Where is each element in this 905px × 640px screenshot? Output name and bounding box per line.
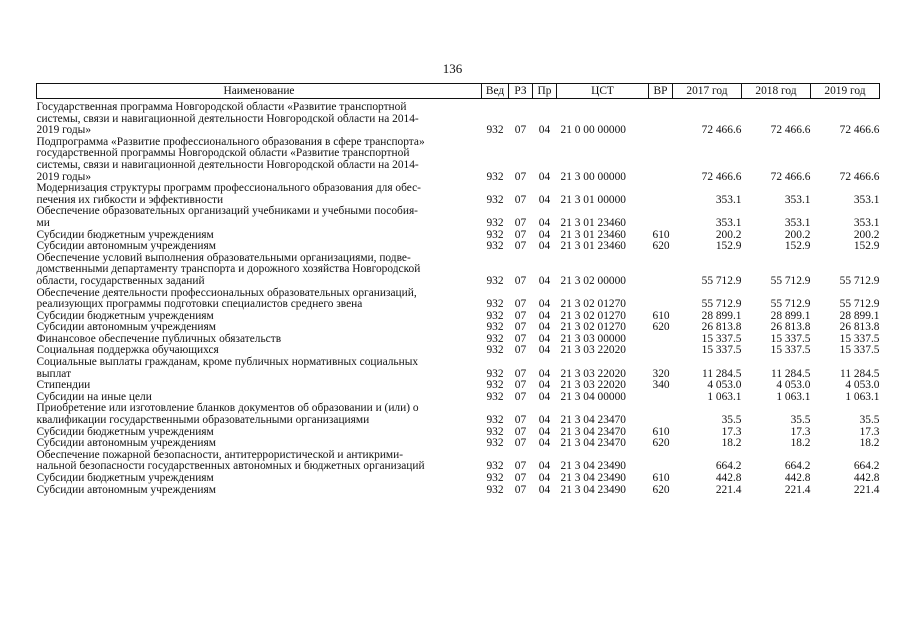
row-vr (649, 137, 673, 183)
row-ved: 932 (486, 344, 504, 357)
row-amount-2019: 17.3 (859, 425, 880, 438)
table-row (37, 380, 880, 392)
row-amount-2017: 72 466.6 (701, 170, 742, 183)
row-amount-2017: 1 063.1 (707, 390, 742, 403)
header-cst: ЦСТ (557, 84, 649, 99)
row-name-line: Субсидии бюджетным учреждениям (36, 228, 214, 241)
row-name-line: Государственная программа Новгородской области «Развитие транспортной (36, 101, 407, 113)
budget-table (36, 83, 880, 496)
row-cst: 21 3 02 01270 (560, 309, 626, 322)
row-amount-2017: 18.2 (721, 437, 742, 450)
row-cst: 21 3 01 00000 (560, 193, 626, 206)
row-vr (649, 253, 673, 288)
row-amount-2017: 4 053.0 (707, 379, 742, 392)
row-amount-2019: 442.8 (853, 472, 880, 484)
row-name-line: Стипендии (36, 379, 91, 392)
row-cst: 21 3 03 00000 (560, 332, 626, 345)
row-name (37, 403, 482, 426)
row-pr: 04 (538, 367, 551, 380)
row-cst: 21 3 04 23490 (560, 460, 626, 473)
row-amount-2019: 353.1 (853, 216, 880, 229)
row-amount-2019: 1 063.1 (845, 390, 880, 403)
row-amount-2017: 28 899.1 (701, 309, 742, 322)
row-amount-2019: 35.5 (859, 414, 880, 427)
row-name-line: системы, связи и навигационной деятельности Новгородской области на 2014- (36, 158, 419, 171)
row-amount-2018: 35.5 (790, 414, 811, 427)
row-name-line: системы, связи и навигационной деятельности Новгородской области на 2014- (36, 112, 419, 125)
row-ved: 932 (486, 216, 504, 229)
row-cst: 21 3 04 23470 (560, 414, 626, 427)
row-amount-2019: 4 053.0 (845, 379, 880, 392)
header-2018: 2018 год (742, 84, 811, 99)
row-name-line: Приобретение или изготовление бланков документов об образовании и (или) о (36, 402, 419, 415)
row-rz: 07 (514, 379, 527, 392)
row-amount-2018: 11 284.5 (771, 367, 811, 380)
row-amount-2018: 152.9 (784, 240, 811, 253)
row-name-line: Социальные выплаты гражданам, кроме публичных нормативных социальных (36, 356, 419, 369)
row-ved: 932 (486, 124, 504, 137)
row-amount-2017: 221.4 (715, 483, 742, 496)
row-name-line: выплат (36, 367, 72, 380)
row-name-line: Подпрограмма «Развитие профессионального образования в сфере транспорта» (36, 135, 425, 148)
header-name: Наименование (37, 84, 482, 99)
row-name-line: домственными департаменту транспорта и дорожного хозяйства Новгородской (36, 263, 421, 276)
row-ved: 932 (486, 298, 504, 311)
row-rz: 07 (514, 437, 527, 450)
row-name (37, 473, 482, 485)
row-amount-2017: 55 712.9 (701, 274, 742, 287)
row-cst: 21 3 03 22020 (560, 379, 626, 392)
row-cst: 21 3 00 00000 (560, 170, 626, 183)
row-name-line: Субсидии автономным учреждениям (36, 483, 216, 496)
table-row (37, 485, 880, 497)
row-pr: 04 (538, 472, 551, 484)
row-name-line: Субсидии бюджетным учреждениям (36, 425, 214, 438)
row-cst: 21 3 04 00000 (560, 390, 626, 403)
row-pr: 04 (538, 298, 551, 311)
row-name-line: Субсидии на иные цели (36, 390, 152, 403)
row-name-line: Субсидии автономным учреждениям (36, 321, 216, 334)
row-name-line: Социальная поддержка обучающихся (36, 344, 219, 357)
row-name-line: Обеспечение пожарной безопасности, антитеррористической и антикрими- (36, 448, 404, 461)
row-name (37, 183, 482, 206)
row-name-line: Модернизация структуры программ профессионального образования для обес- (36, 182, 421, 195)
row-amount-2017: 442.8 (715, 472, 742, 484)
row-pr: 04 (538, 414, 551, 427)
row-rz: 07 (514, 228, 527, 241)
row-amount-2019: 221.4 (853, 483, 880, 496)
row-ved: 932 (486, 170, 504, 183)
row-amount-2019: 26 813.8 (839, 321, 880, 334)
table-row (37, 288, 880, 311)
row-rz: 07 (514, 309, 527, 322)
row-amount-2018: 17.3 (790, 425, 811, 438)
table-row (37, 253, 880, 288)
row-rz: 07 (514, 425, 527, 438)
row-amount-2017: 17.3 (721, 425, 742, 438)
row-name-line: Финансовое обеспечение публичных обязательств (36, 332, 282, 345)
row-ved: 932 (486, 274, 504, 287)
row-amount-2017: 353.1 (715, 216, 742, 229)
row-amount-2017: 26 813.8 (701, 321, 742, 334)
row-amount-2017: 15 337.5 (701, 344, 742, 357)
row-amount-2018: 15 337.5 (770, 332, 811, 345)
row-amount-2018: 442.8 (784, 472, 811, 484)
row-cst: 21 3 04 23490 (560, 472, 626, 484)
table-row (37, 137, 880, 183)
row-name (37, 485, 482, 497)
row-amount-2018: 15 337.5 (770, 344, 811, 357)
row-amount-2018: 1 063.1 (776, 390, 811, 403)
row-name-line: Субсидии бюджетным учреждениям (36, 309, 214, 322)
row-ved: 932 (486, 332, 504, 345)
row-amount-2019: 353.1 (853, 193, 880, 206)
row-amount-2018: 4 053.0 (776, 379, 811, 392)
row-amount-2019: 152.9 (853, 240, 880, 253)
row-vr (649, 206, 673, 229)
header-vr: ВР (649, 84, 673, 99)
row-name-line: нальной безопасности государственных автономных и бюджетных организаций (36, 460, 425, 473)
row-cst: 21 3 03 22020 (560, 367, 626, 380)
row-cst: 21 3 01 23460 (560, 228, 626, 241)
row-name-line: 2019 годы» (36, 170, 92, 183)
row-amount-2018: 353.1 (784, 216, 811, 229)
table-row (37, 102, 880, 137)
row-ved: 932 (486, 309, 504, 322)
header-pr: Пр (533, 84, 557, 99)
row-cst: 21 3 04 23470 (560, 437, 626, 450)
row-vr: 340 (652, 379, 670, 392)
row-name-line: Субсидии автономным учреждениям (36, 240, 216, 253)
table-row (37, 403, 880, 426)
row-pr: 04 (538, 344, 551, 357)
row-pr: 04 (538, 170, 551, 183)
row-amount-2017: 200.2 (715, 228, 742, 241)
row-cst: 21 3 01 23460 (560, 240, 626, 253)
row-amount-2019: 664.2 (853, 460, 880, 473)
row-vr (649, 403, 673, 426)
row-rz: 07 (514, 274, 527, 287)
row-name (37, 288, 482, 311)
row-name-line: печения их гибкости и эффективности (36, 193, 224, 206)
row-rz: 07 (514, 332, 527, 345)
table-row (37, 357, 880, 380)
row-cst: 21 3 02 01270 (560, 298, 626, 311)
row-vr: 610 (652, 472, 670, 484)
table-header-row (37, 84, 880, 99)
row-ved: 932 (486, 483, 504, 496)
row-vr: 620 (652, 483, 670, 496)
table-row (37, 473, 880, 485)
table-row (37, 241, 880, 253)
row-vr (649, 288, 673, 311)
row-rz: 07 (514, 124, 527, 137)
row-vr (649, 334, 673, 346)
page-number: 136 (442, 61, 463, 76)
row-rz: 07 (514, 216, 527, 229)
row-amount-2019: 72 466.6 (839, 124, 880, 137)
row-name-line: Субсидии автономным учреждениям (36, 437, 216, 450)
row-pr: 04 (538, 390, 551, 403)
row-amount-2017: 152.9 (715, 240, 742, 253)
row-amount-2019: 200.2 (853, 228, 880, 241)
row-pr: 04 (538, 321, 551, 334)
row-amount-2018: 72 466.6 (770, 170, 811, 183)
row-vr: 320 (652, 367, 670, 380)
header-2019: 2019 год (811, 84, 880, 99)
table-row (37, 183, 880, 206)
row-vr (649, 450, 673, 473)
table-row (37, 450, 880, 473)
row-rz: 07 (514, 472, 527, 484)
row-amount-2018: 55 712.9 (770, 274, 811, 287)
row-name-line: Обеспечение образовательных организаций учебниками и учебными пособия- (36, 205, 418, 218)
row-name-line: квалификации государственными образовательными организациями (36, 414, 370, 427)
row-amount-2018: 28 899.1 (770, 309, 811, 322)
header-ved: Вед (482, 84, 509, 99)
row-name-line: реализующих программы подготовки специалистов среднего звена (36, 298, 363, 311)
row-amount-2019: 11 284.5 (840, 367, 880, 380)
header-rz: РЗ (509, 84, 533, 99)
row-vr: 620 (652, 437, 670, 450)
row-cst: 21 0 00 00000 (560, 124, 626, 137)
row-rz: 07 (514, 390, 527, 403)
row-vr (649, 392, 673, 404)
row-ved: 932 (486, 437, 504, 450)
row-amount-2018: 664.2 (784, 460, 811, 473)
row-name (37, 137, 482, 183)
row-name (37, 253, 482, 288)
row-vr (649, 183, 673, 206)
row-amount-2019: 18.2 (859, 437, 880, 450)
row-vr: 610 (652, 425, 670, 438)
header-2017: 2017 год (673, 84, 742, 99)
row-pr: 04 (538, 240, 551, 253)
row-ved: 932 (486, 390, 504, 403)
row-ved: 932 (486, 425, 504, 438)
row-name-line: 2019 годы» (36, 124, 92, 137)
row-cst: 21 3 02 00000 (560, 274, 626, 287)
row-name (37, 206, 482, 229)
row-ved: 932 (486, 379, 504, 392)
row-ved: 932 (486, 228, 504, 241)
row-amount-2017: 55 712.9 (701, 298, 742, 311)
row-name-line: ми (36, 216, 50, 229)
row-amount-2018: 221.4 (784, 483, 811, 496)
row-rz: 07 (514, 193, 527, 206)
table-row (37, 206, 880, 229)
row-pr: 04 (538, 425, 551, 438)
row-ved: 932 (486, 240, 504, 253)
row-vr (649, 102, 673, 137)
row-ved: 932 (486, 414, 504, 427)
row-cst: 21 3 04 23490 (560, 483, 626, 496)
row-name (37, 357, 482, 380)
row-amount-2019: 15 337.5 (839, 332, 880, 345)
row-pr: 04 (538, 216, 551, 229)
row-cst: 21 3 03 22020 (560, 344, 626, 357)
row-ved: 932 (486, 367, 504, 380)
row-rz: 07 (514, 344, 527, 357)
row-amount-2018: 72 466.6 (770, 124, 811, 137)
row-pr: 04 (538, 124, 551, 137)
row-amount-2018: 26 813.8 (770, 321, 811, 334)
row-pr: 04 (538, 228, 551, 241)
row-amount-2017: 11 284.5 (702, 367, 742, 380)
row-rz: 07 (514, 298, 527, 311)
row-rz: 07 (514, 460, 527, 473)
row-amount-2019: 15 337.5 (839, 344, 880, 357)
row-vr: 620 (652, 321, 670, 334)
row-vr (649, 345, 673, 357)
row-amount-2019: 55 712.9 (839, 274, 880, 287)
row-cst: 21 3 02 01270 (560, 321, 626, 334)
row-pr: 04 (538, 460, 551, 473)
row-rz: 07 (514, 170, 527, 183)
row-ved: 932 (486, 321, 504, 334)
row-amount-2017: 664.2 (715, 460, 742, 473)
row-rz: 07 (514, 483, 527, 496)
row-amount-2017: 15 337.5 (701, 332, 742, 345)
row-amount-2019: 28 899.1 (839, 309, 880, 322)
row-cst: 21 3 04 23470 (560, 425, 626, 438)
row-pr: 04 (538, 379, 551, 392)
row-pr: 04 (538, 332, 551, 345)
row-name (37, 102, 482, 137)
row-pr: 04 (538, 193, 551, 206)
row-name-line: Субсидии бюджетным учреждениям (36, 472, 214, 484)
row-amount-2017: 35.5 (721, 414, 742, 427)
row-amount-2018: 353.1 (784, 193, 811, 206)
row-amount-2017: 353.1 (715, 193, 742, 206)
row-amount-2019: 72 466.6 (839, 170, 880, 183)
row-name-line: Обеспечение деятельности профессиональных образовательных организаций, (36, 286, 417, 299)
row-name (37, 241, 482, 253)
row-vr: 620 (652, 240, 670, 253)
row-vr: 610 (652, 309, 670, 322)
row-amount-2018: 200.2 (784, 228, 811, 241)
row-name-line: области, государственных заданий (36, 274, 205, 287)
row-pr: 04 (538, 437, 551, 450)
row-rz: 07 (514, 367, 527, 380)
row-ved: 932 (486, 193, 504, 206)
row-amount-2019: 55 712.9 (839, 298, 880, 311)
row-amount-2018: 18.2 (790, 437, 811, 450)
row-name (37, 450, 482, 473)
row-pr: 04 (538, 483, 551, 496)
row-name-line: Обеспечение условий выполнения образовательными организациями, подве- (36, 251, 411, 264)
row-rz: 07 (514, 321, 527, 334)
row-pr: 04 (538, 274, 551, 287)
row-vr: 610 (652, 228, 670, 241)
row-amount-2017: 72 466.6 (701, 124, 742, 137)
table-body (37, 102, 880, 496)
row-pr: 04 (538, 309, 551, 322)
row-name-line: государственной программы Новгородской области «Развитие транспортной (36, 147, 410, 160)
row-ved: 932 (486, 460, 504, 473)
row-rz: 07 (514, 414, 527, 427)
row-amount-2018: 55 712.9 (770, 298, 811, 311)
row-cst: 21 3 01 23460 (560, 216, 626, 229)
row-ved: 932 (486, 472, 504, 484)
row-rz: 07 (514, 240, 527, 253)
